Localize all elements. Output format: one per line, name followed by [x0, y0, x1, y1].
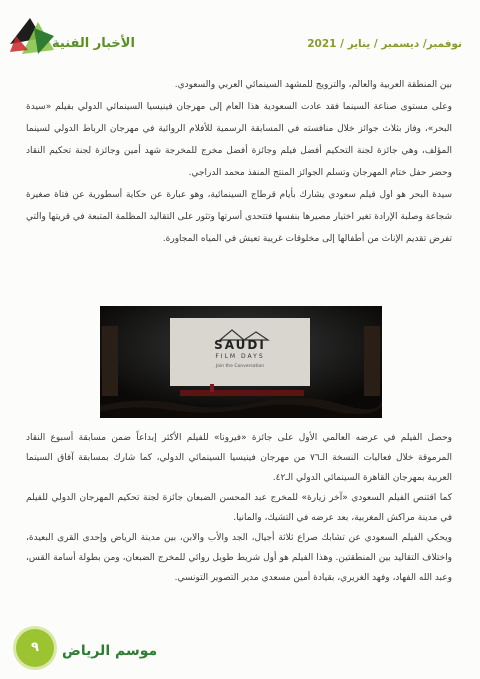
page-number-badge — [16, 629, 54, 667]
page-footer — [0, 619, 480, 679]
cinema-hall-image — [100, 306, 382, 418]
brand-name: موسم الرياض — [62, 643, 158, 659]
article-body-top — [26, 74, 452, 250]
issue-date: نوفمبر/ ديسمبر / يناير / 2021 — [307, 38, 462, 50]
cinema-photo — [100, 306, 382, 418]
logo — [8, 14, 158, 60]
page-header — [0, 0, 480, 70]
paragraph: ويحكي الفيلم السعودي عن تشابك صراع ثلاثة أجيال، الجد والأب والابن، بين مدينة الرياض وإحدى القرى البعيدة، واختلاف التقاليد بين المنطقتين. وهذا الفيلم هو أول شريط طويل روائي للمخرج الضبعان، ومن بطولة أسامة القس، وعبد الله الفهاد، وفهد الغريري، بقيادة أمين مسعدي مدير التصوير التونسي. — [26, 533, 452, 583]
paragraph: وحصل الفيلم في عرضه العالمي الأول على جائزة «فيرونا» للفيلم الأكثر إبداعاً ضمن مسابقة أسبوع النقاد المرموقة خلال فعاليات النسخة الـ٧٦ من مهرجان فينيسيا السينمائي الدولي، كما شارك بمسابقة آفاق السينما العربية بمهرجان القاهرة السينمائي الدولي الـ٤٢. — [26, 433, 452, 483]
paragraph: بين المنطقة العربية والعالم، والترويج للمشهد السينمائي العربي والسعودي. — [174, 80, 452, 90]
page-number: ٩ — [31, 640, 39, 655]
paragraph: سيدة البحر هو اول فيلم سعودي يشارك بأيام قرطاج السينمائية، وهو عبارة عن حكاية أسطورية عن فتاة صغيرة شجاعة وصلبة الإرادة تغير اختيار مصيرها بنفسها فتتحدى أسرتها وتثور على التقاليد المظلمة المتبعة في قريتها والتي تفرض تقديم الإناث من أطفالها إلى مخلوقات غريبة تعيش في المياه المجاورة. — [26, 190, 452, 244]
screen-title: SAUDI — [214, 338, 266, 352]
paragraph: وعلى مستوى صناعة السينما فقد عادت السعودية هذا العام إلى مهرجان فينيسيا السينمائي الدولي بفيلم «سيدة البحر»، وفاز بثلاث جوائز خلال منافسته في المسابقة الرسمية للأفلام الروائية في مهرجان الرباط الدولي لسينما المؤلف، وهي جائزة لجنة التحكيم أفضل فيلم وجائزة أفضل مخرج للمخرجة شهد أمين وجائزة لجنة تحكيم النقاد وحضر حفل ختام المهرجان وتسلم الجوائز المنتج المنفذ محمد الدراجي. — [26, 102, 452, 178]
paragraph: كما اقتنص الفيلم السعودي «آخر زيارة» للمخرج عبد المحسن الضبعان جائزة لجنة تحكيم المهرجان الدولي للفيلم في مدينة مراكش المغربية، بعد عرضه في التشيك، والمانيا. — [26, 493, 452, 523]
screen-subtitle: FILM DAYS — [215, 353, 265, 360]
article-body-bottom — [26, 428, 452, 588]
logo-text: الأخبار الفنية — [52, 36, 135, 51]
screen-tagline: Join the Conversation — [215, 364, 265, 369]
